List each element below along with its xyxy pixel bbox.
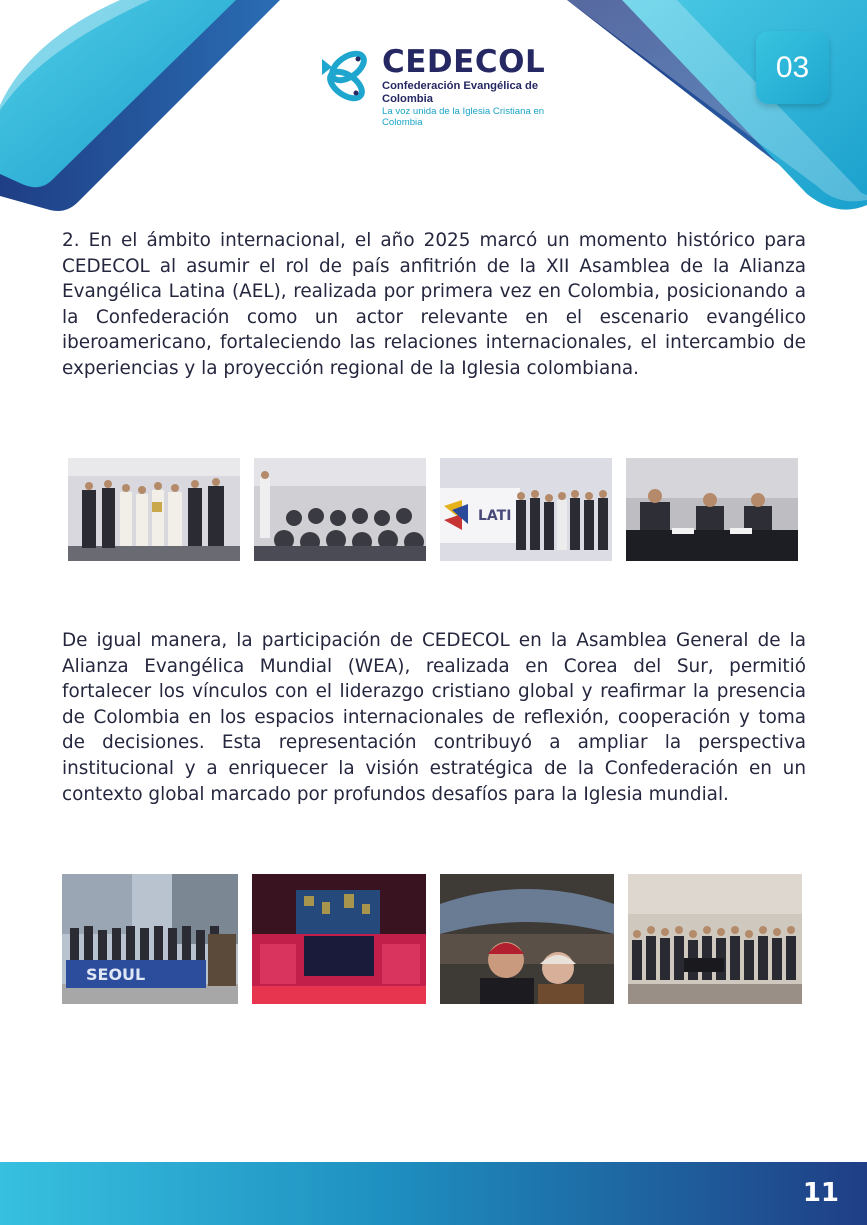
photo-ael-group-stage [68,458,240,561]
brand-name: CEDECOL [382,44,546,80]
photo-row-wea [62,874,802,1004]
fish-logo-icon [318,45,376,107]
photo-wea-selfie [440,874,614,1004]
brand-tagline: La voz unida de la Iglesia Cristiana en Colombia [382,106,545,128]
cedecol-logo [318,44,558,128]
paragraph-ael-assembly: 2. En el ámbito internacional, el año 2025 marcó un momento histórico para CEDECOL al asumir el rol de país anfitrión de la XII Asamblea de la Alianza Evangélica Latina (AEL), realizada por primera vez en Colombia, posicionando a la Confederación como un actor relevante en el escenario evangélico iberoamericano, fortaleciendo las relaciones internacionales, el intercambio de experiencias y la proyección regional de la Iglesia colombiana. [62,230,806,379]
seoul-sign-text: SEOUL [86,965,146,984]
chapter-badge: 03 [756,31,829,104]
footer-bar [0,1162,867,1225]
photo-wea-seoul-sign [62,874,238,1004]
page-number: 11 [802,1178,839,1208]
brand-subtitle: Confederación Evangélica de Colombia [382,80,539,105]
ael-banner-text: LATI [478,508,512,524]
paragraph-wea-assembly: De igual manera, la participación de CEDECOL en la Asamblea General de la Alianza Evangélica Mundial (WEA), realizada en Corea del Sur, permitió fortalecer los vínculos con el liderazgo cristiano global y reafirmar la presencia de Colombia en los espacios internacionales de reflexión, cooperación y toma de decisiones. Esta representación contribuyó a ampliar la perspectiva institucional y a enriquecer la visión estratégica de la Confederación en un contexto global marcado por profundos desafíos para la Iglesia mundial. [62,630,806,805]
photo-row-ael [68,458,798,561]
top-left-decoration [0,0,290,215]
photo-ael-banner-group [440,458,612,561]
photo-wea-stage-screen [252,874,426,1004]
photo-wea-group [628,874,802,1004]
photo-ael-audience [254,458,426,561]
photo-ael-panel [626,458,798,561]
